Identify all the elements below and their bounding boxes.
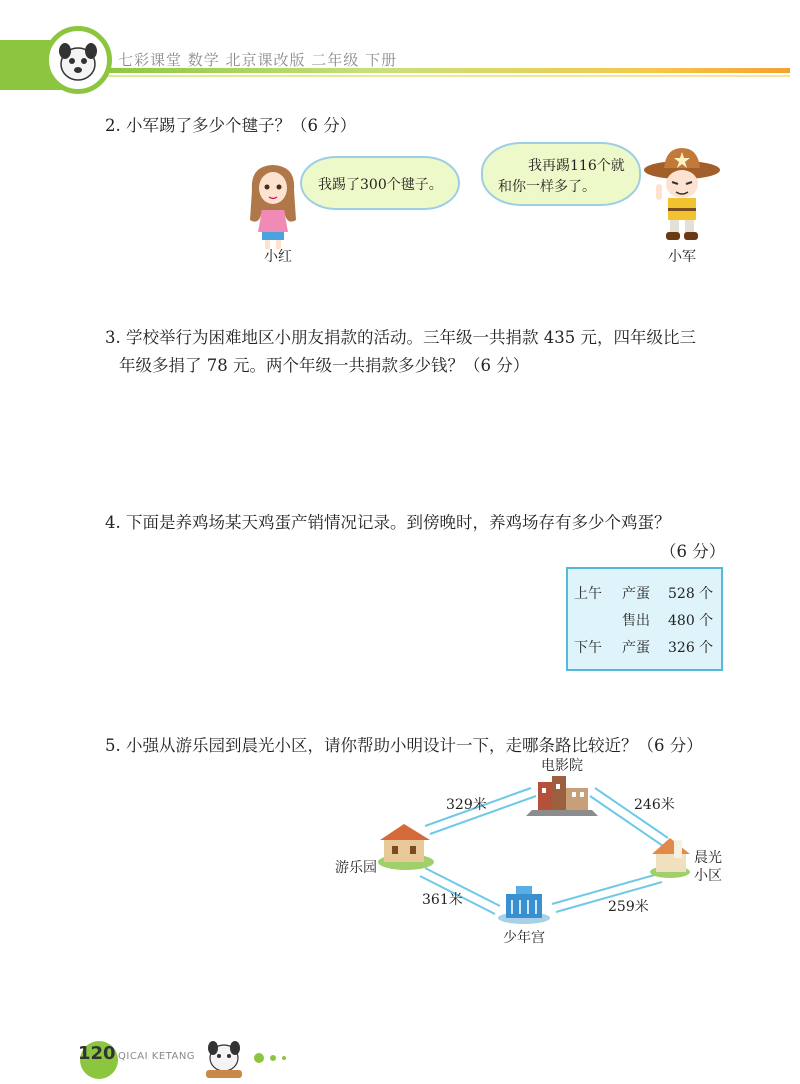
amusement-park-building-icon bbox=[378, 824, 434, 870]
footer-brand: QICAI KETANG bbox=[118, 1051, 196, 1062]
xiaojun-speech-line1: 我再踢116个就 bbox=[528, 158, 625, 174]
footer-dot bbox=[270, 1055, 276, 1061]
place-youth-palace: 少年宫 bbox=[503, 930, 545, 946]
row-item: 售出 bbox=[622, 613, 650, 629]
question-4-text: 4. 下面是养鸡场某天鸡蛋产销情况记录。到傍晚时，养鸡场存有多少个鸡蛋？ bbox=[105, 513, 671, 532]
footer-mascot-icon bbox=[200, 1034, 252, 1080]
place-cinema: 电影院 bbox=[541, 758, 583, 774]
row-value: 480 个 bbox=[668, 613, 714, 629]
distance-palace-community: 259米 bbox=[608, 899, 649, 915]
distance-park-palace: 361米 bbox=[422, 892, 463, 908]
question-3-line2: 年级多捐了 78 元。两个年级一共捐款多少钱？（6 分） bbox=[119, 356, 530, 375]
xiaojun-speech-line2: 和你一样多了。 bbox=[498, 179, 596, 195]
row-item: 产蛋 bbox=[622, 640, 650, 656]
cinema-building-icon bbox=[526, 776, 598, 816]
footer-dot bbox=[282, 1056, 286, 1060]
xiaohong-speech-text: 我踢了300个毽子。 bbox=[318, 177, 443, 193]
row-item: 产蛋 bbox=[622, 586, 650, 602]
row-value: 326 个 bbox=[668, 640, 714, 656]
xiaohong-name: 小红 bbox=[264, 249, 292, 265]
question-4-score: （6 分） bbox=[660, 542, 726, 561]
question-3-line1: 3. 学校举行为困难地区小朋友捐款的活动。三年级一共捐款 435 元，四年级比三 bbox=[105, 328, 696, 347]
place-community-line1: 晨光 bbox=[694, 850, 722, 866]
question-2-text: 2. 小军踢了多少个毽子？（6 分） bbox=[105, 116, 357, 135]
footer-dot bbox=[254, 1053, 264, 1063]
row-value: 528 个 bbox=[668, 586, 714, 602]
row-period: 下午 bbox=[574, 640, 602, 656]
row-period: 上午 bbox=[574, 586, 602, 602]
page-number: 120 bbox=[78, 1043, 116, 1064]
community-building-icon bbox=[650, 838, 690, 878]
xiaojun-name: 小军 bbox=[668, 249, 696, 265]
question-5-text: 5. 小强从游乐园到晨光小区，请你帮助小明设计一下，走哪条路比较近？（6 分） bbox=[105, 736, 703, 755]
header-title: 七彩课堂 数学 北京课改版 二年级 下册 bbox=[118, 51, 398, 69]
youth-palace-building-icon bbox=[498, 886, 550, 924]
distance-cinema-community: 246米 bbox=[634, 797, 675, 813]
place-community-line2: 小区 bbox=[694, 868, 722, 884]
place-amusement-park: 游乐园 bbox=[335, 860, 377, 876]
distance-park-cinema: 329米 bbox=[446, 797, 487, 813]
